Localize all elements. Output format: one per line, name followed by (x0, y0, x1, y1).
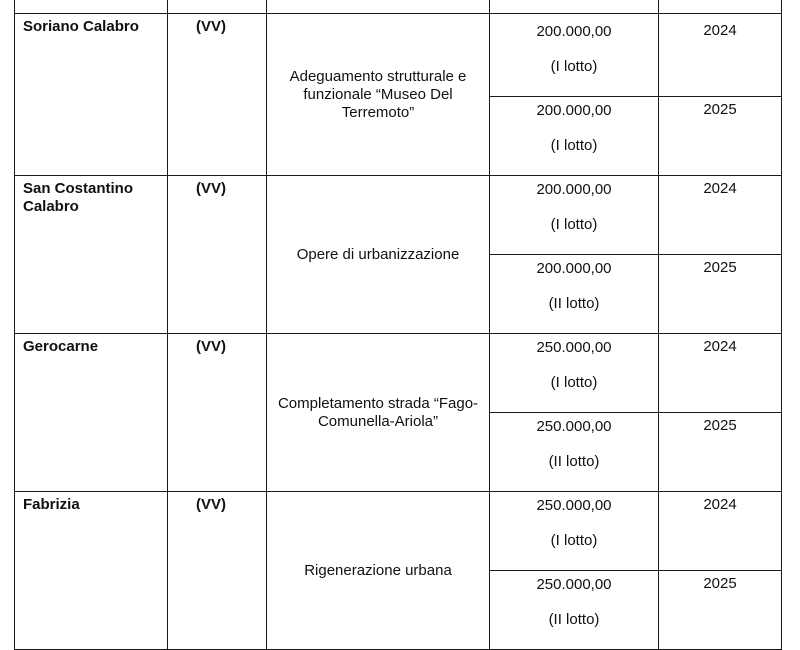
lot-label: (II lotto) (548, 611, 600, 628)
funding-table (14, 0, 782, 650)
table-top-edge-row (15, 0, 782, 14)
amount-cell (490, 176, 659, 255)
work-description-cell: Adeguamento strutturale e funzionale “Museo Del Terremoto” (267, 14, 490, 176)
top-edge-cell (267, 0, 490, 14)
amount-value: 200.000,00 (536, 23, 612, 40)
table-row (15, 14, 782, 97)
province-cell: (VV) (168, 176, 267, 334)
municipality-cell: San Costantino Calabro (15, 176, 168, 334)
municipality-cell: Gerocarne (15, 334, 168, 492)
lot-label: (I lotto) (550, 58, 598, 75)
province-cell: (VV) (168, 14, 267, 176)
amount-value: 200.000,00 (536, 102, 612, 119)
amount-value: 250.000,00 (536, 576, 612, 593)
lot-label: (I lotto) (550, 374, 598, 391)
top-edge-cell (15, 0, 168, 14)
year-cell: 2024 (659, 176, 782, 255)
year-cell: 2025 (659, 413, 782, 492)
lot-label: (I lotto) (550, 137, 598, 154)
work-description-cell: Completamento strada “Fago-Comunella-Ariola” (267, 334, 490, 492)
table-row (15, 334, 782, 413)
year-cell: 2025 (659, 97, 782, 176)
amount-value: 200.000,00 (536, 181, 612, 198)
year-cell: 2025 (659, 571, 782, 650)
amount-cell (490, 255, 659, 334)
amount-value: 250.000,00 (536, 497, 612, 514)
year-cell: 2024 (659, 14, 782, 97)
amount-cell (490, 97, 659, 176)
work-description-cell: Rigenerazione urbana (267, 492, 490, 650)
amount-cell (490, 334, 659, 413)
amount-value: 250.000,00 (536, 339, 612, 356)
top-edge-cell (490, 0, 659, 14)
year-cell: 2024 (659, 334, 782, 413)
province-cell: (VV) (168, 334, 267, 492)
amount-cell (490, 492, 659, 571)
lot-label: (I lotto) (550, 532, 598, 549)
lot-label: (II lotto) (548, 295, 600, 312)
amount-cell (490, 413, 659, 492)
year-cell: 2025 (659, 255, 782, 334)
year-cell: 2024 (659, 492, 782, 571)
lot-label: (II lotto) (548, 453, 600, 470)
amount-cell (490, 14, 659, 97)
province-cell: (VV) (168, 492, 267, 650)
top-edge-cell (659, 0, 782, 14)
top-edge-cell (168, 0, 267, 14)
municipality-cell: Soriano Calabro (15, 14, 168, 176)
work-description-cell: Opere di urbanizzazione (267, 176, 490, 334)
lot-label: (I lotto) (550, 216, 598, 233)
table-row (15, 492, 782, 571)
amount-cell (490, 571, 659, 650)
amount-value: 250.000,00 (536, 418, 612, 435)
amount-value: 200.000,00 (536, 260, 612, 277)
table-row (15, 176, 782, 255)
municipality-cell: Fabrizia (15, 492, 168, 650)
